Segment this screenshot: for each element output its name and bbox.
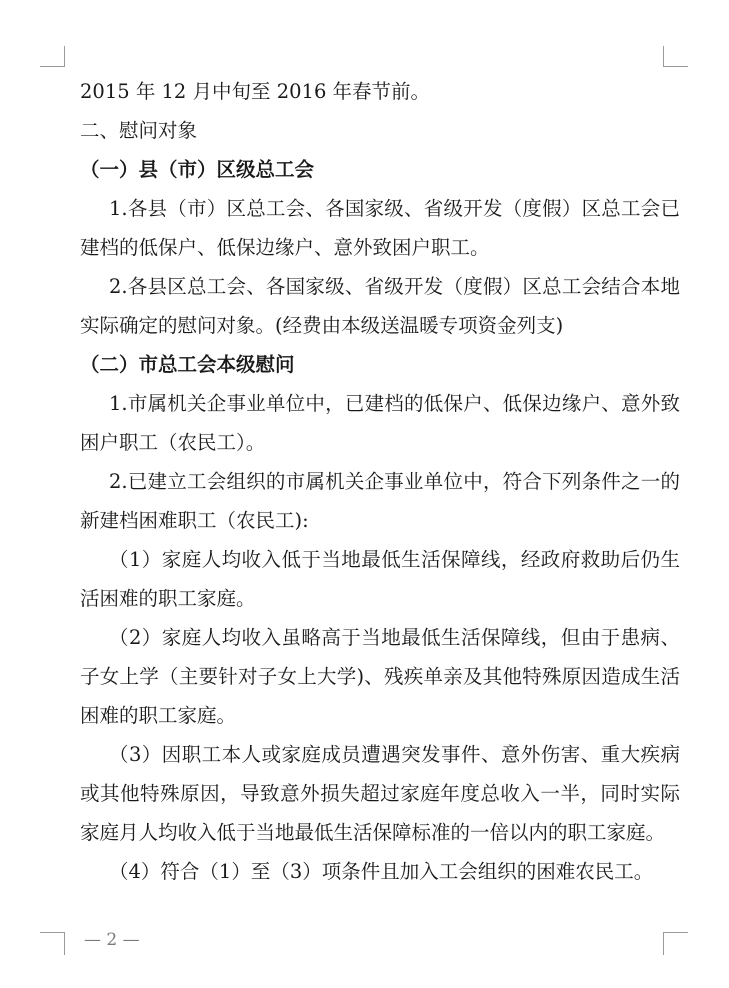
paragraph-county-item-2: 2.各县区总工会、各国家级、省级开发（度假）区总工会结合本地实际确定的慰问对象。(经费由本级送温暖专项资金列支) — [80, 275, 680, 337]
paragraph-time-period: 2015 年 12 月中旬至 2016 年春节前。 — [80, 80, 431, 103]
corner-mark-bottom-right — [663, 932, 688, 955]
corner-mark-top-right — [663, 46, 688, 67]
paragraph-condition-1: （1）家庭人均收入低于当地最低生活保障线，经政府救助后仍生活困难的职工家庭。 — [80, 548, 680, 610]
paragraph-condition-4: （4）符合（1）至（3）项条件且加入工会组织的困难农民工。 — [109, 860, 654, 883]
subheading-city-level: （二）市总工会本级慰问 — [80, 353, 295, 376]
paragraph-city-item-1: 1.市属机关企事业单位中，已建档的低保户、低保边缘户、意外致困户职工（农民工）。 — [80, 392, 680, 454]
subheading-county-level: （一）县（市）区级总工会 — [80, 158, 315, 181]
corner-mark-top-left — [40, 46, 65, 67]
heading-section-2: 二、慰问对象 — [80, 119, 198, 142]
corner-mark-bottom-left — [40, 932, 65, 955]
paragraph-county-item-1: 1.各县（市）区总工会、各国家级、省级开发（度假）区总工会已建档的低保户、低保边缘户、意外致困户职工。 — [80, 197, 680, 259]
document-body — [80, 72, 680, 891]
paragraph-condition-3: （3）因职工本人或家庭成员遭遇突发事件、意外伤害、重大疾病或其他特殊原因，导致意外损失超过家庭年度总收入一半，同时实际家庭月人均收入低于当地最低生活保障标准的一倍以内的职工家庭。 — [80, 743, 680, 844]
paragraph-condition-2: （2）家庭人均收入虽略高于当地最低生活保障线，但由于患病、子女上学（主要针对子女上大学)、残疾单亲及其他特殊原因造成生活困难的职工家庭。 — [80, 626, 680, 727]
page-number: — 2 — — [84, 930, 140, 950]
paragraph-city-item-2: 2.已建立工会组织的市属机关企事业单位中，符合下列条件之一的新建档困难职工（农民工): — [80, 470, 680, 532]
